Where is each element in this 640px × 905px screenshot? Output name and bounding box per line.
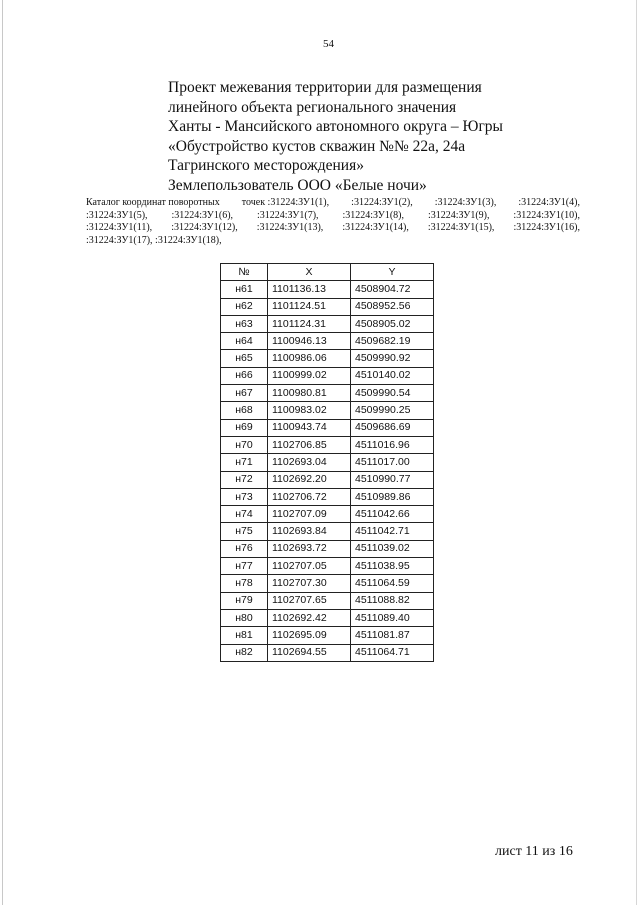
table-row bbox=[221, 385, 434, 402]
x-coordinate-cell: 1100983.02 bbox=[268, 402, 351, 419]
scan-edge-left bbox=[2, 0, 3, 905]
y-coordinate-cell: 4510990.77 bbox=[351, 471, 434, 488]
point-number-cell: н69 bbox=[221, 419, 268, 436]
column-header-number: № bbox=[221, 264, 268, 281]
point-number-cell: н67 bbox=[221, 385, 268, 402]
table-row bbox=[221, 402, 434, 419]
catalog-term: точек :31224:ЗУ1(1), bbox=[241, 197, 330, 208]
catalog-term: :31224:ЗУ1(7), bbox=[256, 209, 319, 221]
x-coordinate-cell: 1102707.09 bbox=[268, 506, 351, 523]
catalog-term: :31224:ЗУ1(5), bbox=[86, 209, 148, 221]
y-coordinate-cell: 4509990.25 bbox=[351, 402, 434, 419]
x-coordinate-cell: 1102693.72 bbox=[268, 540, 351, 557]
point-number-cell: н71 bbox=[221, 454, 268, 471]
catalog-term: :31224:ЗУ1(11), bbox=[86, 222, 153, 234]
y-coordinate-cell: 4511039.02 bbox=[351, 540, 434, 557]
y-coordinate-cell: 4509686.69 bbox=[351, 419, 434, 436]
table-row bbox=[221, 540, 434, 557]
column-header-y: Y bbox=[351, 264, 434, 281]
catalog-term: Каталог координат поворотных bbox=[86, 197, 220, 208]
point-number-cell: н61 bbox=[221, 281, 268, 298]
point-number-cell: н73 bbox=[221, 488, 268, 505]
title-line: линейного объекта регионального значения bbox=[168, 98, 457, 116]
table-row bbox=[221, 488, 434, 505]
x-coordinate-cell: 1101124.31 bbox=[268, 315, 351, 332]
point-number-cell: н63 bbox=[221, 315, 268, 332]
point-number-cell: н81 bbox=[221, 627, 268, 644]
table-row bbox=[221, 281, 434, 298]
catalog-term: :31224:ЗУ1(6), bbox=[171, 209, 234, 221]
title-line: Проект межевания территории для размещения bbox=[168, 79, 482, 96]
y-coordinate-cell: 4511064.59 bbox=[351, 575, 434, 592]
point-number-cell: н65 bbox=[221, 350, 268, 367]
point-number-cell: н70 bbox=[221, 436, 268, 453]
point-number-cell: н62 bbox=[221, 298, 268, 315]
x-coordinate-cell: 1100999.02 bbox=[268, 367, 351, 384]
x-coordinate-cell: 1102692.20 bbox=[268, 471, 351, 488]
y-coordinate-cell: 4511017.00 bbox=[351, 454, 434, 471]
catalog-line bbox=[86, 210, 580, 223]
y-coordinate-cell: 4511038.95 bbox=[351, 558, 434, 575]
point-number-cell: н74 bbox=[221, 506, 268, 523]
column-header-x: X bbox=[268, 264, 351, 281]
x-coordinate-cell: 1101124.51 bbox=[268, 298, 351, 315]
y-coordinate-cell: 4511064.71 bbox=[351, 644, 434, 661]
y-coordinate-cell: 4511088.82 bbox=[351, 592, 434, 609]
y-coordinate-cell: 4509682.19 bbox=[351, 333, 434, 350]
title-line: Ханты - Мансийского автономного округа – Югры bbox=[168, 118, 503, 135]
x-coordinate-cell: 1102707.30 bbox=[268, 575, 351, 592]
table-row bbox=[221, 454, 434, 471]
x-coordinate-cell: 1102694.55 bbox=[268, 644, 351, 661]
table-row bbox=[221, 609, 434, 626]
y-coordinate-cell: 4510140.02 bbox=[351, 367, 434, 384]
x-coordinate-cell: 1100943.74 bbox=[268, 419, 351, 436]
catalog-line bbox=[86, 222, 580, 235]
point-number-cell: н76 bbox=[221, 540, 268, 557]
y-coordinate-cell: 4510989.86 bbox=[351, 488, 434, 505]
x-coordinate-cell: 1102692.42 bbox=[268, 609, 351, 626]
scan-edge-right bbox=[636, 0, 637, 905]
document-title bbox=[168, 78, 568, 195]
x-coordinate-cell: 1100986.06 bbox=[268, 350, 351, 367]
point-number-cell: н68 bbox=[221, 402, 268, 419]
table-row bbox=[221, 644, 434, 661]
x-coordinate-cell: 1101136.13 bbox=[268, 281, 351, 298]
point-number-cell: н72 bbox=[221, 471, 268, 488]
catalog-line bbox=[86, 235, 580, 248]
catalog-caption bbox=[86, 197, 580, 247]
page-number: 54 bbox=[323, 38, 334, 50]
y-coordinate-cell: 4509990.92 bbox=[351, 350, 434, 367]
x-coordinate-cell: 1100946.13 bbox=[268, 333, 351, 350]
catalog-term: :31224:ЗУ1(8), bbox=[342, 209, 405, 221]
catalog-term: :31224:ЗУ1(2), bbox=[351, 197, 413, 208]
table-row bbox=[221, 592, 434, 609]
catalog-term: :31224:ЗУ1(4), bbox=[518, 197, 580, 208]
point-number-cell: н78 bbox=[221, 575, 268, 592]
x-coordinate-cell: 1102695.09 bbox=[268, 627, 351, 644]
x-coordinate-cell: 1102707.65 bbox=[268, 592, 351, 609]
point-number-cell: н80 bbox=[221, 609, 268, 626]
title-line: Землепользователь ООО «Белые ночи» bbox=[168, 176, 427, 194]
catalog-term: :31224:ЗУ1(12), bbox=[171, 222, 238, 234]
catalog-term: :31224:ЗУ1(16), bbox=[513, 222, 580, 234]
point-number-cell: н79 bbox=[221, 592, 268, 609]
table-row bbox=[221, 419, 434, 436]
catalog-term: :31224:ЗУ1(10), bbox=[513, 209, 580, 221]
table-row bbox=[221, 367, 434, 384]
point-number-cell: н77 bbox=[221, 558, 268, 575]
x-coordinate-cell: 1102693.84 bbox=[268, 523, 351, 540]
table-row bbox=[221, 436, 434, 453]
catalog-term: :31224:ЗУ1(13), bbox=[256, 222, 324, 234]
point-number-cell: н64 bbox=[221, 333, 268, 350]
x-coordinate-cell: 1102707.05 bbox=[268, 558, 351, 575]
point-number-cell: н66 bbox=[221, 367, 268, 384]
table-row bbox=[221, 523, 434, 540]
y-coordinate-cell: 4511016.96 bbox=[351, 436, 434, 453]
y-coordinate-cell: 4508904.72 bbox=[351, 281, 434, 298]
catalog-term: :31224:ЗУ1(14), bbox=[342, 222, 409, 234]
table-row bbox=[221, 315, 434, 332]
y-coordinate-cell: 4511089.40 bbox=[351, 609, 434, 626]
y-coordinate-cell: 4511081.87 bbox=[351, 627, 434, 644]
coordinates-table-body bbox=[221, 281, 434, 662]
table-row bbox=[221, 627, 434, 644]
x-coordinate-cell: 1102693.04 bbox=[268, 454, 351, 471]
catalog-term: :31224:ЗУ1(3), bbox=[434, 197, 497, 208]
table-row bbox=[221, 506, 434, 523]
table-row bbox=[221, 333, 434, 350]
title-line: Тагринского месторождения» bbox=[168, 157, 364, 174]
sheet-label: лист 11 из 16 bbox=[495, 844, 573, 859]
catalog-term: :31224:ЗУ1(9), bbox=[427, 209, 490, 221]
y-coordinate-cell: 4511042.66 bbox=[351, 506, 434, 523]
point-number-cell: н75 bbox=[221, 523, 268, 540]
table-row bbox=[221, 558, 434, 575]
table-row bbox=[221, 575, 434, 592]
catalog-line bbox=[86, 197, 580, 210]
point-number-cell: н82 bbox=[221, 644, 268, 661]
y-coordinate-cell: 4511042.71 bbox=[351, 523, 434, 540]
x-coordinate-cell: 1102706.85 bbox=[268, 436, 351, 453]
catalog-term: :31224:ЗУ1(15), bbox=[427, 222, 495, 234]
catalog-term: :31224:ЗУ1(17), :31224:ЗУ1(18), bbox=[86, 234, 222, 246]
table-row bbox=[221, 471, 434, 488]
table-row bbox=[221, 350, 434, 367]
y-coordinate-cell: 4508952.56 bbox=[351, 298, 434, 315]
title-line: «Обустройство кустов скважин №№ 22а, 24а bbox=[168, 137, 466, 155]
coordinates-table bbox=[220, 263, 434, 662]
x-coordinate-cell: 1102706.72 bbox=[268, 488, 351, 505]
x-coordinate-cell: 1100980.81 bbox=[268, 385, 351, 402]
y-coordinate-cell: 4509990.54 bbox=[351, 385, 434, 402]
table-header-row bbox=[221, 264, 434, 281]
table-row bbox=[221, 298, 434, 315]
y-coordinate-cell: 4508905.02 bbox=[351, 315, 434, 332]
